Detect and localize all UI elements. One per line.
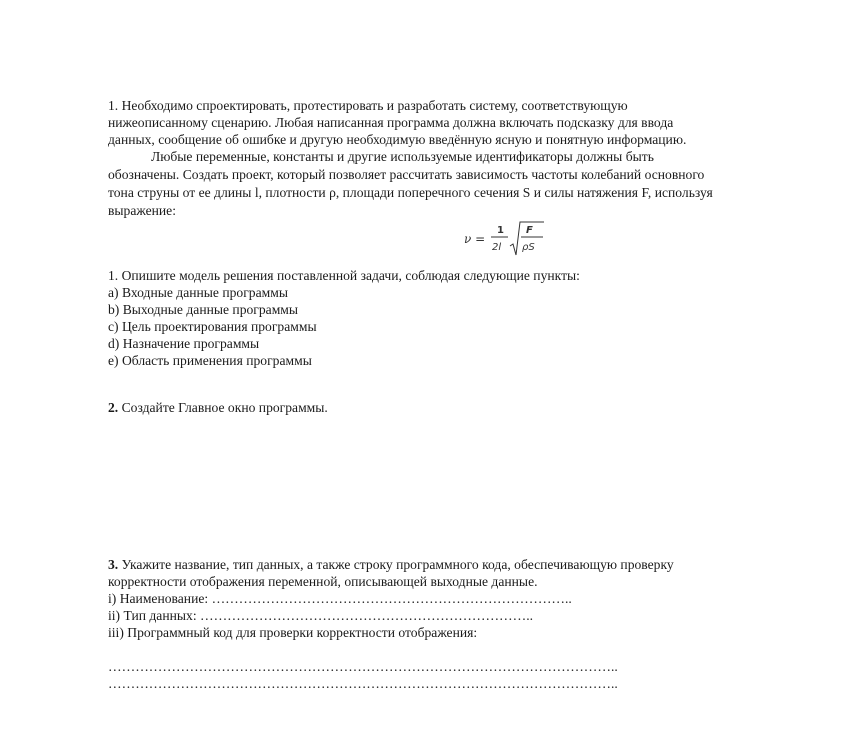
frequency-formula [464,219,574,259]
formula-lhs: ν = [464,232,486,246]
list-intro: 1. Опишите модель решения поставленной задачи, соблюдая следующие пункты: [108,268,580,283]
task2-text: Создайте Главное окно программы. [118,400,328,415]
list-item: b) Выходные данные программы [108,302,299,317]
task1-paragraph [108,97,768,219]
task3-line-2: корректности отображения переменной, описывающей выходные данные. [108,574,538,589]
task3-paragraph [108,556,768,641]
list-item: d) Назначение программы [108,336,260,351]
formula-denominator: 2l [492,242,502,253]
name-answer-line: i) Наименование: …………………………………………………………………….. [108,591,572,606]
task2-number: 2. [108,400,119,415]
task3-line-1 [108,556,768,573]
formula-numerator: 1 [497,225,504,236]
task1-line-4: Любые переменные, константы и другие используемые идентификаторы должны быть [151,149,654,164]
task1-line-1: 1. Необходимо спроектировать, протестировать и разработать систему, соответствующую [108,98,628,113]
code-answer-area [108,658,768,692]
formula-graphic [464,219,574,259]
root-numerator: F [526,225,533,236]
task1-line-7: выражение: [108,203,176,218]
type-answer-line: ii) Тип данных: ……………………………………………………………….. [108,608,534,623]
code-label: iii) Программный код для проверки корректности отображения: [108,625,478,640]
task3-text: Укажите название, тип данных, а также строку программного кода, обеспечивающую проверку [118,557,674,572]
task3-number: 3. [108,557,119,572]
code-answer-line-1: ………………………………………………………………………………………………….. [108,659,618,674]
list-item: a) Входные данные программы [108,285,288,300]
task1-line-6: тона струны от ее длины l, плотности ρ, площади поперечного сечения S и силы натяжения F, используя [108,185,713,200]
task1-line-5: обозначены. Создать проект, который позволяет рассчитать зависимость частоты колебаний основного [108,167,705,182]
root-denominator: ρS [522,242,535,253]
list-item: e) Область применения программы [108,353,312,368]
task2-line [108,399,768,416]
model-description-list [108,267,768,369]
code-answer-line-2: ………………………………………………………………………………………………….. [108,676,618,691]
task2-paragraph [108,399,768,416]
list-item: c) Цель проектирования программы [108,319,317,334]
task1-line-2: нижеописанному сценарию. Любая написанная программа должна включать подсказку для ввода [108,115,674,130]
task1-line-3: данных, сообщение об ошибке и другую необходимую введённую ясную и понятную информацию. [108,132,687,147]
